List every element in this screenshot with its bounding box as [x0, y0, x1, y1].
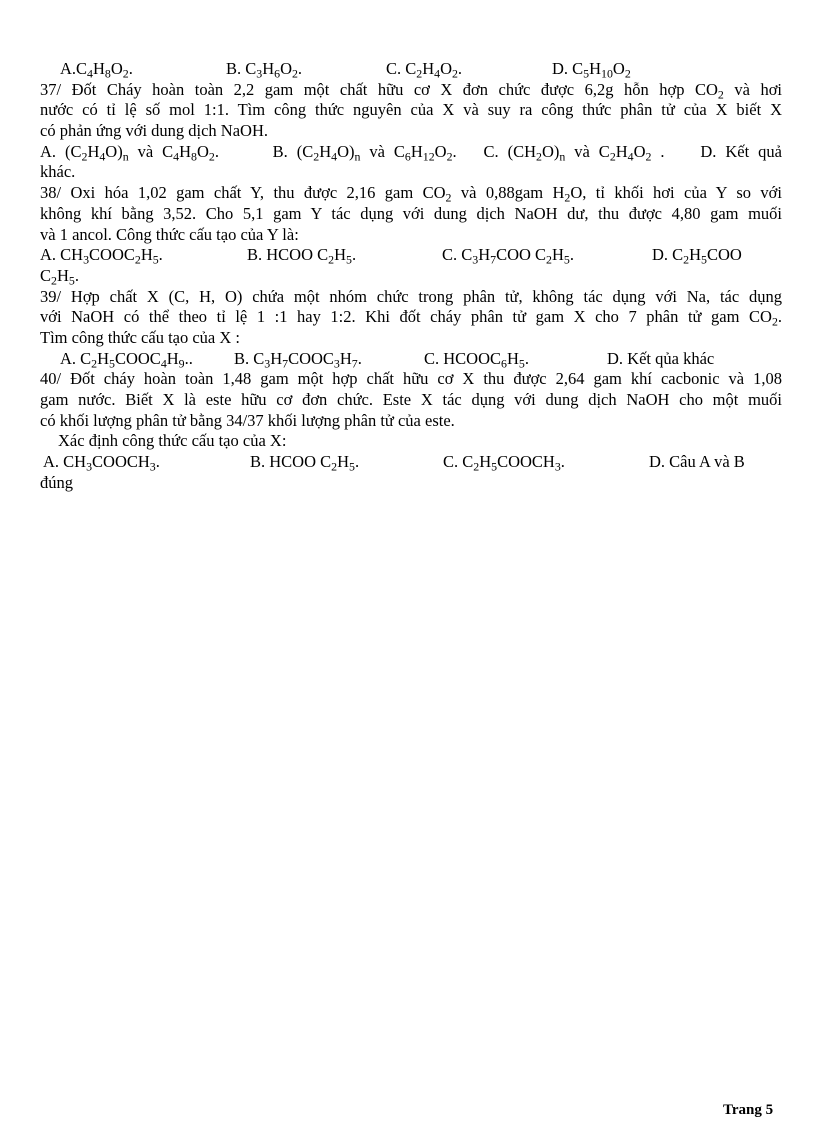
q39-line: Tìm công thức cấu tạo của X :	[40, 327, 240, 347]
q36-option-a: $A.C_4H_8O_2$.	[60, 59, 133, 81]
q36-option-b: B. $C_3H_6O_2$.	[226, 59, 303, 81]
question-39	[40, 287, 782, 370]
q40-options	[40, 452, 782, 473]
q38-option-b: B. HCOO $C_2H_5$.	[247, 245, 357, 267]
question-37	[40, 80, 782, 183]
q39-line: 39/ Hợp chất X (C, H, O) chứa một nhóm chức trong phân tử, không tác dụng với Na, tác dụng	[40, 286, 782, 306]
q40-option-a: A. $CH_3COOCH_3$.	[43, 452, 160, 474]
q37-options-continuation: khác.	[40, 162, 76, 182]
q38-option-a: A. $CH_3COOC_2H_5$.	[40, 245, 163, 267]
q39-options	[40, 349, 782, 370]
question-40	[40, 369, 782, 493]
q38-line: và 1 ancol. Công thức cấu tạo của Y là:	[40, 224, 299, 244]
q39-option-d: D. Kết qủa khác	[607, 348, 715, 368]
q38-line: không khí bằng 3,52. Cho 5,1 gam Y tác dụng với dung dịch NaOH dư, thu được 4,80 gam muối	[40, 203, 782, 223]
q38-option-c: C. $C_3H_7COO$ $C_2H_5$.	[442, 245, 574, 267]
q37-line: nước có tỉ lệ số mol 1:1. Tìm công thức nguyên của X và suy ra công thức phân tử của X biết X	[40, 100, 782, 120]
q40-option-c: C. $C_2H_5COOCH_3$.	[443, 452, 565, 474]
q38-options	[40, 245, 782, 266]
q38-options-continuation: $C_2H_5$.	[40, 265, 79, 288]
q39-line: với NaOH có thể theo tỉ lệ 1 :1 hay 1:2. Khi đốt cháy phân tử gam X cho 7 phân tử gam $CO_2$.	[40, 307, 782, 329]
q36-option-d: D. $C_5H_{10}O_2$	[552, 59, 631, 81]
q37-line: 37/ Đốt Cháy hoàn toàn 2,2 gam một chất hữu cơ X đơn chức được 6,2g hỗn hợp $CO_2$ và hơi	[40, 79, 783, 102]
q40-prompt: Xác định công thức cấu tạo của X:	[58, 431, 287, 451]
q40-line: 40/ Đốt cháy hoàn toàn 1,48 gam một hợp chất hữu cơ X thu được 2,64 gam khí cacbonic và 1,08	[40, 369, 782, 389]
q37-line: có phản ứng với dung dịch NaOH.	[40, 121, 269, 141]
q39-option-a: A. $C_2H_5COOC_4H_9$..	[60, 348, 193, 371]
q40-line: gam nước. Biết X là este hữu cơ đơn chức. Este X tác dụng với dung dịch NaOH cho một muối	[40, 390, 782, 409]
q38-option-d: D. $C_2H_5COO$	[652, 245, 742, 267]
q39-option-b: B. $C_3H_7COOC_3H_7$.	[234, 348, 362, 371]
q39-option-c: C. $HCOOC_6H_5$.	[424, 348, 529, 371]
page-number: Trang 5	[723, 1102, 774, 1118]
q38-line: 38/ Oxi hóa 1,02 gam chất Y, thu được 2,16 gam $CO_2$ và 0,88gam $H_2O$, tỉ khối hơi của Y so với	[40, 183, 782, 205]
q40-options-continuation: đúng	[40, 472, 73, 492]
q40-line: có khối lượng phân tử bằng 34/37 khối lượng phân tử của este.	[40, 410, 455, 430]
page-content	[40, 59, 782, 493]
question-38	[40, 183, 782, 286]
q36-option-c: C. $C_2H_4O_2$.	[386, 59, 463, 81]
q37-options: A. $(C_2H_4O)_n$ và $C_4H_8O_2$. B. $(C_2H_4O)_n$ và $C_6H_{12}O_2$. C. $(CH_2O)_n$ và $C_2H_4O_2$ . D. Kết quả	[40, 141, 782, 164]
q40-option-d: D. Câu A và B	[649, 452, 745, 472]
q36-options	[40, 59, 782, 80]
q40-option-b: B. HCOO $C_2H_5$.	[250, 452, 360, 474]
